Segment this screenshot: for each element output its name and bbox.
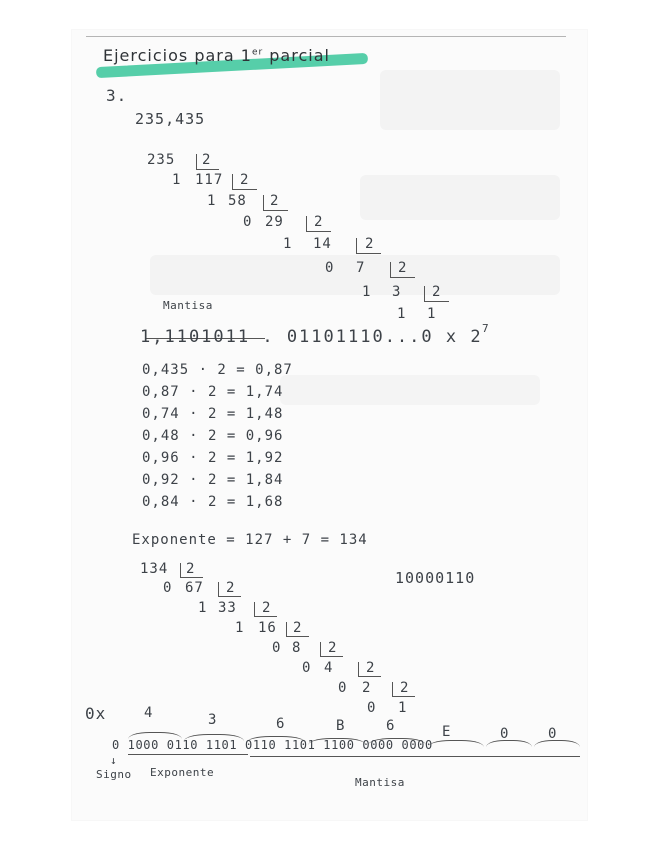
ladder-bracket [218, 582, 241, 597]
fraction-step: 0,74 · 2 = 1,48 [142, 406, 284, 422]
hex-digit: 6 [386, 718, 396, 734]
sign-label: Signo [96, 768, 132, 781]
ladder-divisor: 2 [270, 193, 280, 209]
ladder-value: 14 [313, 236, 332, 252]
ladder-remainder: 0 [338, 680, 348, 696]
nibble-arc [534, 740, 580, 747]
fraction-step: 0,87 · 2 = 1,74 [142, 384, 284, 400]
ladder-value: 29 [265, 214, 284, 230]
mantissa-label: Mantisa [163, 299, 213, 312]
hex-digit: 6 [276, 716, 286, 732]
ladder-divisor: 2 [398, 260, 408, 276]
ladder-bracket [320, 642, 343, 657]
hex-digit: 4 [144, 705, 154, 721]
exponent-equation: Exponente = 127 + 7 = 134 [132, 532, 368, 548]
ladder-remainder: 1 [172, 172, 182, 188]
ladder-divisor: 2 [293, 620, 303, 636]
ladder-value: 1 [427, 306, 437, 322]
notebook-page [72, 30, 587, 820]
ladder-value: 4 [324, 660, 334, 676]
ladder-bracket [196, 154, 219, 170]
hex-digit: 0 [500, 726, 510, 742]
ladder-remainder: 1 [362, 284, 372, 300]
hex-digit: 0 [548, 726, 558, 742]
page-title [103, 46, 330, 65]
ladder-remainder: 0 [243, 214, 253, 230]
title-superscript: er [251, 47, 264, 58]
ladder-divisor: 2 [328, 640, 338, 656]
ladder-remainder: 1 [235, 620, 245, 636]
ladder-remainder: 0 [302, 660, 312, 676]
hex-digit: E [442, 724, 452, 740]
title-text-end: parcial [263, 46, 330, 65]
ladder-bracket [286, 622, 309, 637]
bleed-through-block [280, 375, 540, 405]
title-text: Ejercicios para 1 [103, 46, 252, 65]
hex-prefix: 0x [85, 704, 107, 723]
ladder-value: 16 [258, 620, 277, 636]
ladder-divisor: 2 [240, 172, 250, 188]
mantissa-label-bottom: Mantisa [355, 776, 405, 789]
fraction-step: 0,48 · 2 = 0,96 [142, 428, 284, 444]
ladder-bracket [358, 662, 381, 677]
ladder-value: 134 [140, 561, 169, 577]
ladder-remainder: 0 [325, 260, 335, 276]
ladder-value: 2 [362, 680, 372, 696]
ladder-value: 1 [398, 700, 408, 716]
bleed-through-block [360, 175, 560, 220]
sign-arrow-icon: ↓ [110, 754, 118, 767]
ladder-bracket [254, 602, 277, 617]
nibble-arc [428, 740, 484, 747]
ieee-bit-string: 0 1000 0110 1101 0110 1101 1100 0000 0000 [112, 738, 433, 752]
ladder-value: 58 [228, 193, 247, 209]
ladder-divisor: 2 [202, 152, 212, 168]
ladder-divisor: 2 [366, 660, 376, 676]
ladder-value: 8 [292, 640, 302, 656]
fraction-step: 0,84 · 2 = 1,68 [142, 494, 284, 510]
ladder-value: 235 [147, 152, 176, 168]
ladder-remainder: 1 [207, 193, 217, 209]
ladder-bracket [232, 174, 257, 190]
ladder-bracket [392, 682, 415, 697]
ladder-remainder: 0 [163, 580, 173, 596]
ladder-divisor: 2 [262, 600, 272, 616]
exponent-brace [128, 754, 248, 763]
ladder-bracket [424, 286, 449, 302]
binary-expression: 1,1101011 . 01101110...0 x 2 [140, 327, 483, 347]
ladder-remainder: 1 [397, 306, 407, 322]
exponent-binary: 10000110 [395, 569, 476, 587]
ladder-value: 67 [185, 580, 204, 596]
binary-exponent: 7 [482, 322, 490, 335]
ladder-divisor: 2 [186, 561, 196, 577]
mantissa-brace-bottom [250, 756, 580, 765]
ladder-divisor: 2 [432, 284, 442, 300]
ladder-remainder: 1 [283, 236, 293, 252]
ladder-value: 3 [392, 284, 402, 300]
ladder-value: 117 [195, 172, 224, 188]
ladder-bracket [356, 238, 381, 254]
ladder-bracket [263, 195, 288, 211]
fraction-step: 0,96 · 2 = 1,92 [142, 450, 284, 466]
ladder-remainder: 0 [272, 640, 282, 656]
hex-digit: 3 [208, 712, 218, 728]
ladder-value: 33 [218, 600, 237, 616]
hex-digit: B [336, 718, 346, 734]
bleed-through-block [380, 70, 560, 130]
ladder-value: 7 [356, 260, 366, 276]
ladder-divisor: 2 [226, 580, 236, 596]
page-top-rule [86, 36, 566, 37]
ladder-divisor: 2 [314, 214, 324, 230]
fraction-step: 0,92 · 2 = 1,84 [142, 472, 284, 488]
ladder-bracket [180, 563, 203, 578]
ladder-bracket [390, 262, 415, 278]
decimal-number: 235,435 [135, 110, 206, 128]
ladder-divisor: 2 [400, 680, 410, 696]
exercise-number: 3. [106, 86, 128, 105]
fraction-step: 0,435 · 2 = 0,87 [142, 362, 293, 378]
ladder-remainder: 0 [367, 700, 377, 716]
nibble-arc [486, 740, 532, 747]
ladder-remainder: 1 [198, 600, 208, 616]
ladder-divisor: 2 [365, 236, 375, 252]
exponent-label: Exponente [150, 766, 215, 779]
ladder-bracket [306, 216, 331, 232]
bleed-through-block [150, 255, 560, 295]
